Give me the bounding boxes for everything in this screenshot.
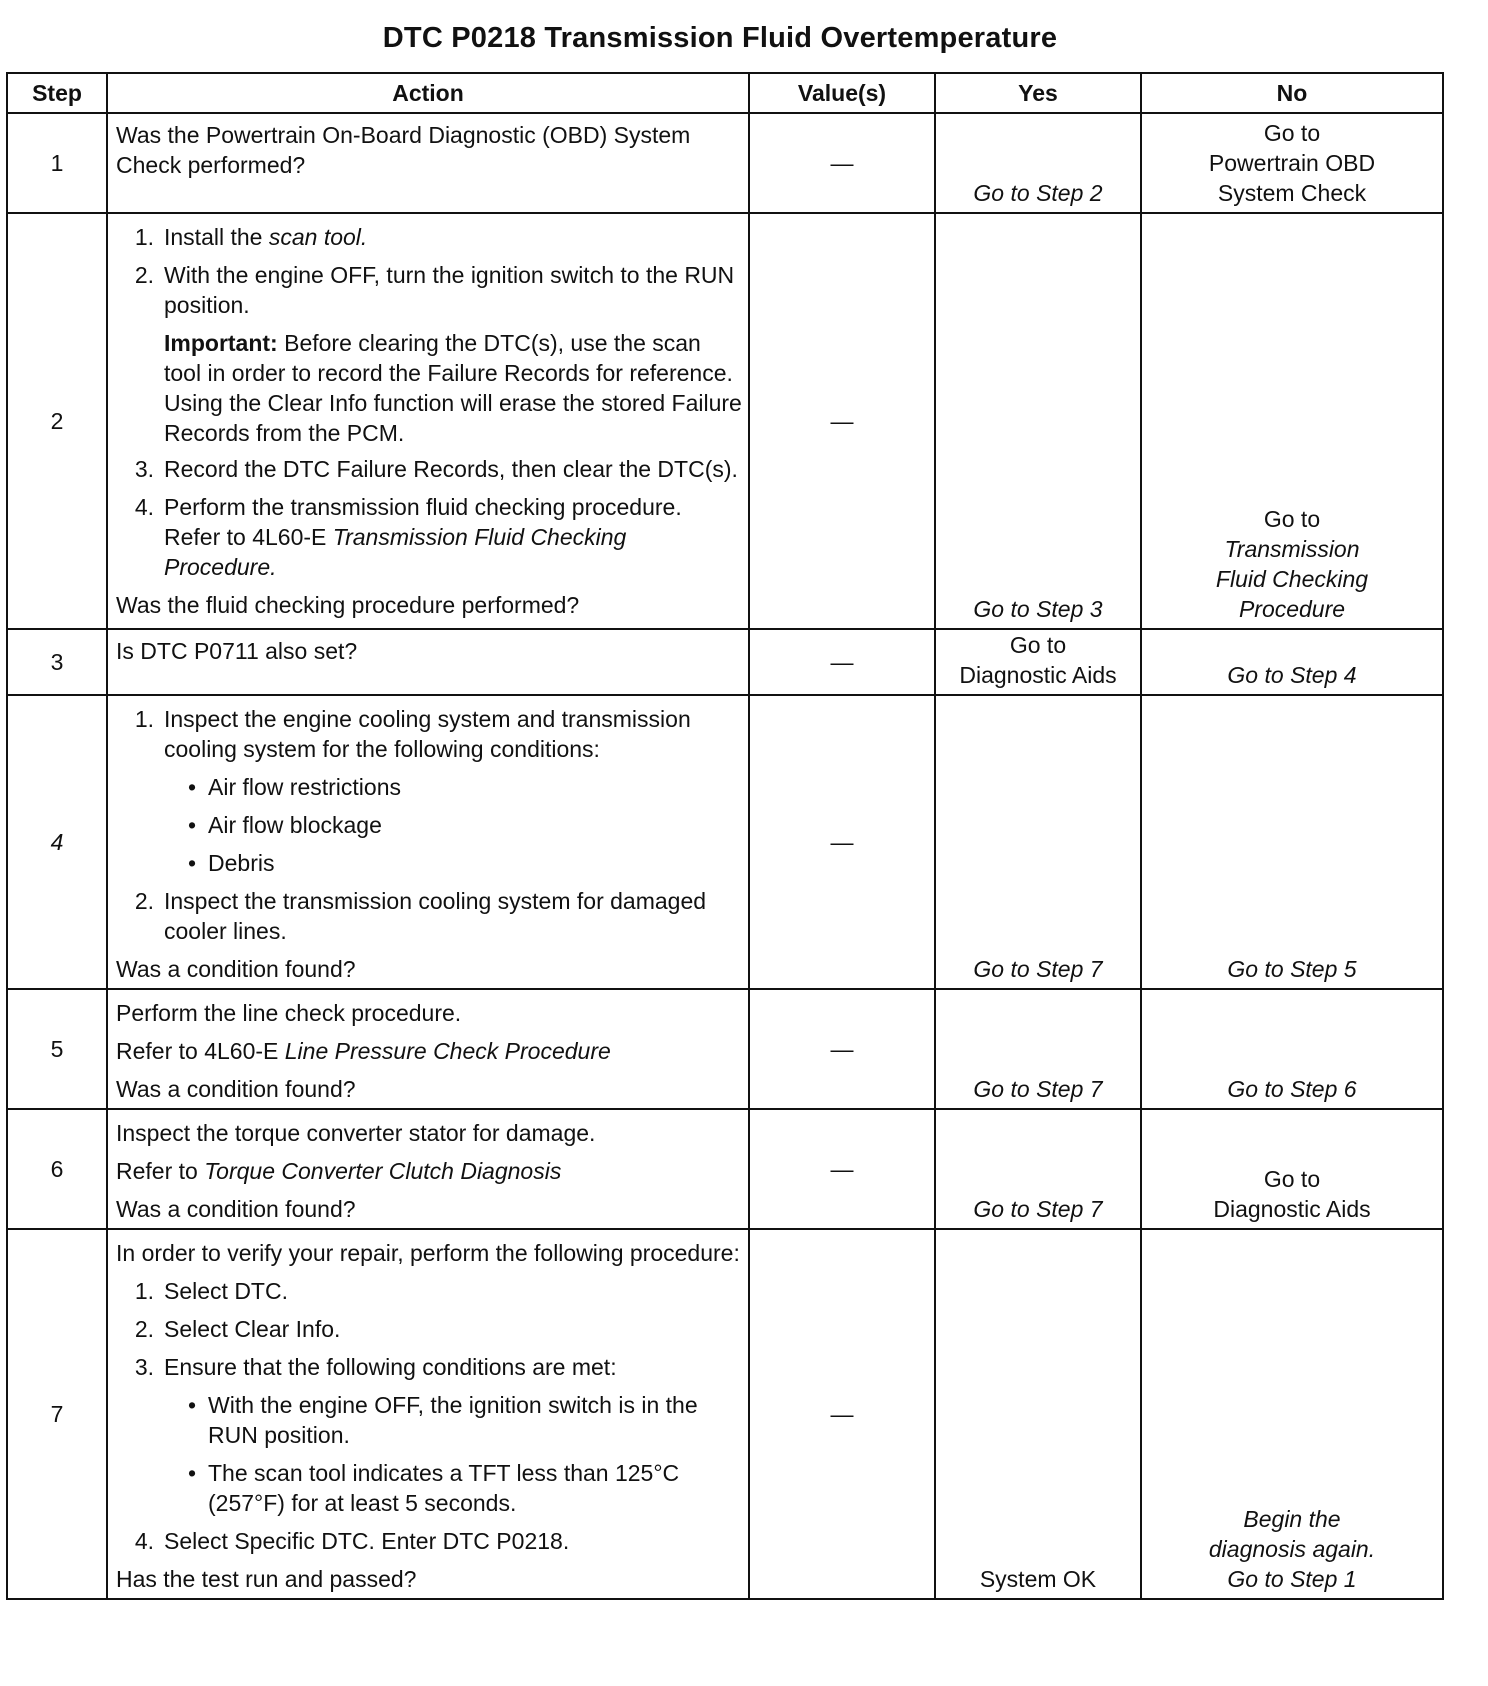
- list-text: Perform the transmission fluid checking procedure. Refer to 4L60-E: [164, 494, 682, 550]
- list-number: 3.: [134, 456, 154, 482]
- list-item: [116, 886, 742, 946]
- yes-cell[interactable]: Go to Step 7: [935, 695, 1141, 989]
- yes-cell[interactable]: [935, 629, 1141, 695]
- table-row: [7, 213, 1443, 629]
- header-step: Step: [7, 73, 107, 113]
- refer-text: Refer to: [116, 1158, 205, 1184]
- no-line: Transmission: [1224, 536, 1360, 562]
- list-text: Select Clear Info.: [164, 1316, 341, 1342]
- no-cell[interactable]: Go to Step 6: [1141, 989, 1443, 1109]
- list-item: [116, 1526, 742, 1556]
- step-number: 1: [7, 113, 107, 213]
- list-item: [116, 1314, 742, 1344]
- list-text: Ensure that the following conditions are met:: [164, 1354, 617, 1380]
- table-row: [7, 989, 1443, 1109]
- table-row: [7, 629, 1443, 695]
- table-row: [7, 695, 1443, 989]
- list-number: 1.: [134, 706, 154, 732]
- bullet-text: Air flow restrictions: [208, 774, 401, 800]
- action-cell: [107, 1109, 749, 1229]
- intro-text: In order to verify your repair, perform the following procedure:: [116, 1240, 740, 1266]
- question-text: Has the test run and passed?: [116, 1566, 417, 1592]
- important-label: Important:: [164, 330, 278, 356]
- bullet-item: [164, 848, 742, 878]
- value-cell: —: [749, 213, 935, 629]
- list-text: Record the DTC Failure Records, then clear the DTC(s).: [164, 456, 738, 482]
- bullet-item: [164, 810, 742, 840]
- bullet-item: [164, 772, 742, 802]
- value-cell: —: [749, 113, 935, 213]
- no-line: Begin the: [1243, 1506, 1341, 1532]
- list-item: [116, 492, 742, 582]
- action-line: Perform the line check procedure.: [116, 1000, 462, 1026]
- no-cell[interactable]: [1141, 1229, 1443, 1599]
- yes-line: Go to: [1009, 632, 1067, 658]
- no-line: System Check: [1217, 180, 1367, 206]
- bullet-text: Debris: [208, 850, 275, 876]
- yes-cell[interactable]: System OK: [935, 1229, 1141, 1599]
- action-text: Is DTC P0711 also set?: [116, 638, 358, 664]
- header-values: Value(s): [749, 73, 935, 113]
- step-number: 2: [7, 213, 107, 629]
- yes-line: Diagnostic Aids: [959, 662, 1117, 688]
- list-number: 2.: [134, 262, 154, 288]
- action-cell: [107, 113, 749, 213]
- no-line: Go to: [1263, 506, 1321, 532]
- list-number: 1.: [134, 1278, 154, 1304]
- no-line: Fluid Checking: [1215, 566, 1369, 592]
- question-text: Was a condition found?: [116, 1076, 356, 1102]
- table-row: [7, 1229, 1443, 1599]
- no-cell[interactable]: Go to Step 5: [1141, 695, 1443, 989]
- action-line: [116, 1036, 742, 1066]
- yes-cell[interactable]: Go to Step 2: [935, 113, 1141, 213]
- important-text: Before clearing the DTC(s), use the scan tool in order to record the Failure Records for reference. Using the Clear Info function will erase the stored Failure Records from the PCM.: [164, 330, 742, 446]
- step-number: 3: [7, 629, 107, 695]
- procedure-reference: Line Pressure Check Procedure: [284, 1038, 611, 1064]
- action-line: Inspect the torque converter stator for damage.: [116, 1120, 596, 1146]
- list-number: 1.: [134, 224, 154, 250]
- scan-tool-term: scan tool.: [268, 224, 368, 250]
- bullet-icon: •: [187, 774, 196, 800]
- procedure-reference: Torque Converter Clutch Diagnosis: [204, 1158, 562, 1184]
- list-number: 4.: [134, 494, 154, 520]
- list-item: [116, 454, 742, 484]
- list-text: Inspect the transmission cooling system for damaged cooler lines.: [164, 888, 707, 944]
- header-no: No: [1141, 73, 1443, 113]
- value-cell: —: [749, 1109, 935, 1229]
- question-text: Was a condition found?: [116, 1196, 356, 1222]
- action-cell: [107, 1229, 749, 1599]
- action-cell: [107, 695, 749, 989]
- list-text: Install the: [164, 224, 269, 250]
- list-item: [116, 260, 742, 320]
- list-text: Select Specific DTC. Enter DTC P0218.: [164, 1528, 570, 1554]
- no-line: Procedure: [1238, 596, 1346, 622]
- table-row: [7, 113, 1443, 213]
- step-number: 7: [7, 1229, 107, 1599]
- list-text: Inspect the engine cooling system and transmission cooling system for the following conditions:: [164, 706, 691, 762]
- important-note: [164, 328, 742, 448]
- list-number: 3.: [134, 1354, 154, 1380]
- step-number: 5: [7, 989, 107, 1109]
- yes-cell[interactable]: Go to Step 3: [935, 213, 1141, 629]
- action-cell: [107, 629, 749, 695]
- list-number: 4.: [134, 1528, 154, 1554]
- header-action: Action: [107, 73, 749, 113]
- value-cell: —: [749, 1229, 935, 1599]
- no-line: diagnosis again.: [1208, 1536, 1376, 1562]
- no-line: Diagnostic Aids: [1213, 1196, 1371, 1222]
- list-text: With the engine OFF, turn the ignition switch to the RUN position.: [164, 262, 735, 318]
- list-number: 2.: [134, 1316, 154, 1342]
- no-line: Go to: [1263, 1166, 1321, 1192]
- action-cell: [107, 989, 749, 1109]
- procedure-reference: Transmission Fluid Checking Procedure.: [164, 524, 627, 580]
- value-cell: —: [749, 629, 935, 695]
- list-item: [116, 704, 742, 764]
- refer-text: Refer to 4L60-E: [116, 1038, 285, 1064]
- action-cell: [107, 213, 749, 629]
- bullet-text: With the engine OFF, the ignition switch is in the RUN position.: [208, 1392, 698, 1448]
- page-title: DTC P0218 Transmission Fluid Overtemperature: [382, 22, 1058, 54]
- question-text: Was a condition found?: [116, 956, 356, 982]
- list-number: 2.: [134, 888, 154, 914]
- no-cell[interactable]: [1141, 113, 1443, 213]
- no-line: Go to Step 1: [1227, 1566, 1357, 1592]
- bullet-icon: •: [187, 1460, 196, 1486]
- no-line: Go to: [1263, 120, 1321, 146]
- action-line: [116, 1156, 742, 1186]
- bullet-icon: •: [187, 1392, 196, 1418]
- header-yes: Yes: [935, 73, 1141, 113]
- table-row: [7, 1109, 1443, 1229]
- bullet-text: Air flow blockage: [208, 812, 382, 838]
- no-cell[interactable]: [1141, 213, 1443, 629]
- no-cell[interactable]: [1141, 1109, 1443, 1229]
- list-item: [116, 1352, 742, 1382]
- bullet-item: [164, 1458, 742, 1518]
- action-text: Was the Powertrain On-Board Diagnostic (OBD) System Check performed?: [116, 122, 691, 178]
- value-cell: —: [749, 695, 935, 989]
- bullet-item: [164, 1390, 742, 1450]
- list-item: [116, 222, 742, 252]
- value-cell: —: [749, 989, 935, 1109]
- bullet-icon: •: [187, 812, 196, 838]
- table-header-row: [7, 73, 1443, 113]
- no-line: Powertrain OBD: [1208, 150, 1376, 176]
- diagnostic-table: [6, 72, 1444, 1600]
- list-item: [116, 1276, 742, 1306]
- yes-cell[interactable]: Go to Step 7: [935, 989, 1141, 1109]
- bullet-icon: •: [187, 850, 196, 876]
- question-text: Was the fluid checking procedure performed?: [116, 592, 580, 618]
- yes-cell[interactable]: Go to Step 7: [935, 1109, 1141, 1229]
- step-number: 6: [7, 1109, 107, 1229]
- list-text: Select DTC.: [164, 1278, 288, 1304]
- bullet-text: The scan tool indicates a TFT less than 125°C (257°F) for at least 5 seconds.: [208, 1460, 680, 1516]
- no-cell[interactable]: Go to Step 4: [1141, 629, 1443, 695]
- step-number: 4: [7, 695, 107, 989]
